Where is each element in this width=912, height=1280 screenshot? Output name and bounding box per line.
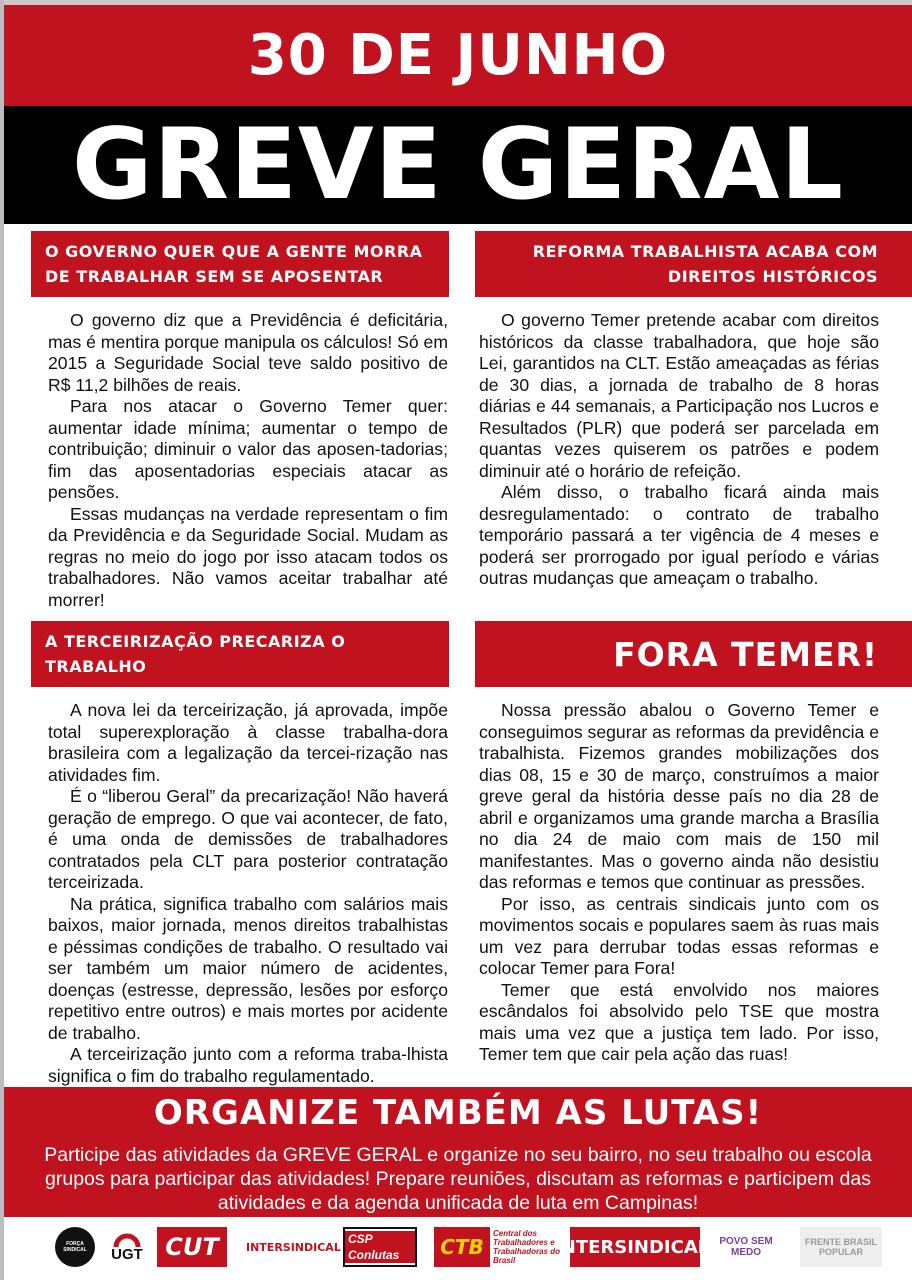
date-heading: 30 DE JUNHO bbox=[247, 23, 669, 88]
intersindical-luta-logo bbox=[560, 1227, 710, 1267]
section-heading-trabalhista bbox=[475, 231, 912, 297]
intersindical-logo bbox=[243, 1227, 341, 1267]
paragraph: A nova lei da terceirização, já aprovada, impõe total superexploração à classe trabalha-dora brasileira com a legalização da tercei-rização nas atividades fim. bbox=[48, 700, 448, 785]
paragraph: Na prática, significa trabalho com salários mais baixos, maior jornada, menos direitos trabalhistas e péssimas condições de trabalho. O resultado vai ser também um maior número de acidentes, doenças (estresse, depressão, lesões por esforço repetitivo entre outros) e mais mortes por acidente de trabalho. bbox=[48, 893, 448, 1043]
logo-text: POVO SEM MEDO bbox=[719, 1236, 773, 1258]
title-banner bbox=[4, 106, 912, 224]
logo-text: CUT bbox=[165, 1233, 219, 1261]
paragraph: Temer que está envolvido nos maiores escândalos foi absolvido pelo TSE que mostra mais uma vez que a justiça tem lado. Por isso, Temer tem que cair pela ação das ruas! bbox=[479, 979, 879, 1064]
heading-line: A TERCEIRIZAÇÃO PRECARIZA O bbox=[45, 632, 346, 651]
ugt-logo bbox=[103, 1227, 151, 1267]
logo-text: CSP Conlutas bbox=[345, 1231, 415, 1263]
section-body-trabalhista bbox=[479, 310, 879, 590]
section-heading-terceirizacao bbox=[31, 621, 449, 687]
section-body-previdencia bbox=[48, 310, 448, 611]
paragraph: O governo Temer pretende acabar com direitos históricos da classe trabalhadora, que hoje são Lei, garantidos na CLT. Estão ameaçadas as férias de 30 dias, a jornada de trabalho de 8 horas diárias e 44 semanais, a Participação nos Lucros e Resultados (PLR) que poderá ser parcelada em quantas vezes quiserem os patrões e podem diminuir até o horário de refeição. bbox=[479, 310, 879, 481]
logo-text: CTB bbox=[440, 1235, 484, 1259]
paragraph bbox=[48, 786, 448, 894]
paragraph: O governo diz que a Previdência é deficitária, mas é mentira porque manipula os cálculos! Só em 2015 a Seguridade Social teve saldo positivo de R$ 11,2 bilhões de reais. bbox=[48, 310, 448, 395]
footer-title: ORGANIZE TAMBÉM AS LUTAS! bbox=[153, 1093, 763, 1133]
heading-line: DE TRABALHAR SEM SE APOSENTAR bbox=[45, 267, 384, 286]
heading-line: FORA TEMER! bbox=[613, 634, 878, 674]
paragraph: Por isso, as centrais sindicais junto com os movimentos socais e populares saem às ruas mais um vez para derrubar todas essas reformas e colocar Temer para Fora! bbox=[479, 893, 879, 978]
section-body-fora-temer bbox=[479, 700, 879, 1066]
logo-text: FRENTE BRASIL POPULAR bbox=[805, 1237, 877, 1257]
ctb-logo bbox=[434, 1227, 490, 1267]
paragraph: A terceirização junto com a reforma traba-lhista significa o fim do trabalho regulamentado. bbox=[48, 1044, 448, 1086]
heading-line: O GOVERNO QUER QUE A GENTE MORRA bbox=[45, 242, 423, 261]
heading-line: TRABALHO bbox=[45, 657, 147, 676]
povo-sem-medo-logo bbox=[710, 1227, 782, 1267]
date-banner bbox=[4, 5, 912, 106]
section-heading-previdencia bbox=[31, 231, 449, 297]
footer-text: Participe das atividades da GREVE GERAL e organize no seu bairro, no seu trabalho ou escola grupos para participar das atividades! Prepare reuniões, discutam as reformas e participem das atividades e da agenda unificada de luta em Campinas! bbox=[44, 1144, 872, 1214]
paragraph: Nossa pressão abalou o Governo Temer e conseguimos segurar as reformas da previdência e trabalhista. Fizemos grandes mobilizações dos dias 08, 15 e 30 de março, construímos a maior greve geral da história desse país no dia 28 de abril e organizamos uma grande marcha a Brasília no dia 24 de maio com mais de 150 mil manifestantes. Mas o governo ainda não desistiu das reformas e temos que continuar as pressões. bbox=[479, 700, 879, 892]
ctb-subtitle bbox=[493, 1227, 565, 1267]
forca-sindical-logo bbox=[55, 1227, 95, 1267]
section-heading-fora-temer bbox=[475, 621, 912, 687]
paragraph-rest: ! Não haverá geração de emprego. O que vai acontecer, de fato, é uma onda de demissões de trabalhadores contratados pela CLT para posterior contratação terceirizada. bbox=[48, 786, 448, 892]
highlight-text: É o “liberou Geral” da precarização bbox=[70, 786, 347, 806]
heading-line: DIREITOS HISTÓRICOS bbox=[667, 267, 878, 286]
logo-text: INTERSINDICAL bbox=[246, 1240, 341, 1254]
logo-text: NTERSINDICAL bbox=[560, 1236, 710, 1258]
paragraph: Além disso, o trabalho ficará ainda mais desregulamentado: o contrato de trabalho temporário passará a ter vigência de 4 meses e poderá ser prorrogado por igual período e várias outras mudanças que ameaçam o trabalho. bbox=[479, 482, 879, 588]
paragraph: Para nos atacar o Governo Temer quer: aumentar idade mínima; aumentar o tempo de contribuição; diminuir o valor das aposen-tadorias; fim das aposentadorias especiais atacar as pensões. bbox=[48, 396, 448, 502]
heading-line: REFORMA TRABALHISTA ACABA COM bbox=[532, 242, 878, 261]
frente-brasil-popular-logo bbox=[800, 1227, 882, 1267]
footer-banner bbox=[4, 1087, 912, 1217]
logo-text: FORÇA SINDICAL bbox=[63, 1241, 87, 1253]
section-body-terceirizacao bbox=[48, 700, 448, 1087]
logo-text: UGT bbox=[111, 1246, 143, 1263]
page-title: GREVE GERAL bbox=[72, 108, 844, 222]
logo-text: Central dos Trabalhadores e Trabalhadoras do Brasil bbox=[493, 1229, 560, 1265]
paragraph: Essas mudanças na verdade representam o fim da Previdência e da Seguridade Social. Mudam as regras no meio do jogo por isso atacam todos os trabalhadores. Não vamos aceitar trabalhar até morrer! bbox=[48, 503, 448, 610]
csp-conlutas-logo bbox=[343, 1227, 417, 1267]
cut-logo bbox=[157, 1227, 227, 1267]
